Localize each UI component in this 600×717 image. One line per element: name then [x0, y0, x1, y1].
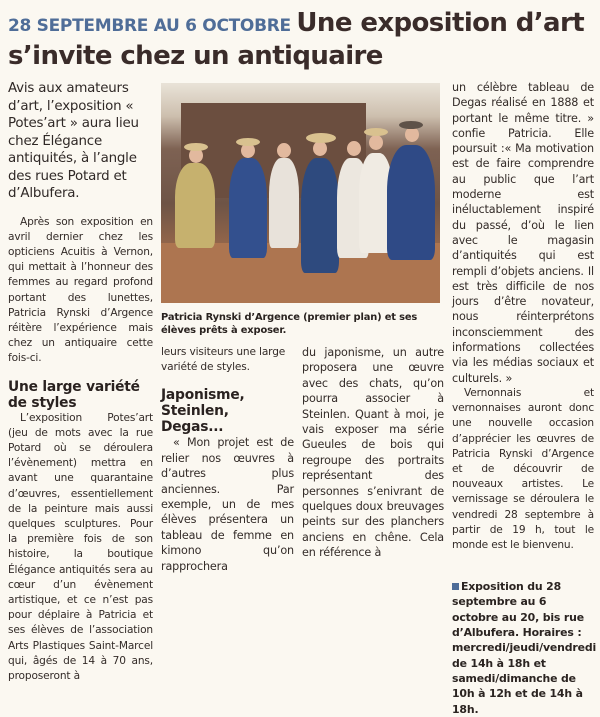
- section-subhead: Une large variété de styles: [8, 378, 140, 411]
- photo-figure-head: [405, 127, 419, 142]
- headline-kicker: 28 SEPTEMBRE AU 6 OCTOBRE: [8, 16, 291, 36]
- headline-title-part1: Une exposition d’art: [296, 8, 585, 38]
- group-photo: [161, 83, 440, 303]
- event-info-text: Exposition du 28 septembre au 6 octobre au 20, bis rue d’Albufera. Horaires : mercredi/jeudi/vendredi de 14h à 18h et samedi/dimanche de 10h à 12h et de 14h à 18h.: [452, 580, 597, 716]
- photo-figure-hat: [184, 143, 208, 151]
- photo-figure: [301, 158, 339, 273]
- event-info-box: [452, 579, 597, 717]
- body-paragraph: du japonisme, un autre proposera une œuvre avec des chats, qu’on pourra associer à Steinlen. Quant à moi, je vais exposer ma série Gueules de bois qui regroupe des portraits représentant des personnes s’enivrant de quelques doux breuvages peints sur des planchers anciens en chêne. Cela en référence à: [302, 346, 444, 560]
- body-paragraph: « Mon projet est de relier nos œuvres à d’autres plus anciennes. Par exemple, un de mes élèves présentera un tableau de femme en kimono qu’on rapprochera: [161, 436, 294, 573]
- column-1: [8, 80, 153, 684]
- section-subhead: Japonisme, Steinlen, Degas...: [161, 387, 245, 436]
- photo-figure-head: [347, 141, 361, 156]
- photo-caption: Patricia Rynski d’Argence (premier plan) et ses élèves prêts à exposer.: [161, 312, 418, 336]
- body-paragraph: Après son exposition en avril dernier chez les opticiens Acuitis à Vernon, qui mettait à l’honneur des femmes au regard profond portant des lunettes, Patricia Rynski d’Argence réitère l’expérience mais chez un antiquaire cette fois-ci.: [8, 215, 153, 365]
- lead-paragraph: Avis aux amateurs d’art, l’exposition « Potes’art » aura lieu chez Élégance antiquités, à l’angle des rues Potard et d’Albufera.: [8, 81, 139, 201]
- square-bullet-icon: [452, 583, 459, 590]
- column-4: [452, 80, 597, 717]
- photo-figure: [175, 163, 215, 248]
- photo-figure-head: [369, 135, 383, 150]
- body-paragraph: Vernonnais et vernonnaises auront donc une nouvelle occasion d’apprécier les œuvres de Patricia Rynski d’Argence et de découvrir de nouveaux artistes. Le vernissage se déroulera le vendredi 28 septembre à partir de 19 h, tout le monde est le bienvenu.: [452, 386, 594, 551]
- photo-figure-hat: [306, 133, 336, 143]
- photo-figure: [229, 158, 267, 258]
- photo-figure-head: [277, 143, 291, 158]
- headline-title-part2: s’invite chez un antiquaire: [8, 41, 383, 71]
- photo-figure-head: [313, 141, 327, 156]
- body-paragraph: leurs visiteurs une large variété de styles.: [161, 346, 286, 374]
- photo-figure-hat: [399, 121, 423, 129]
- photo-figure-hat: [364, 128, 388, 136]
- headline: [8, 8, 598, 74]
- column-3: [302, 345, 444, 561]
- photo-figure-hat: [236, 138, 260, 146]
- photo-figure: [269, 158, 299, 248]
- body-paragraph: L’exposition Potes’art (jeu de mots avec la rue Potard où se déroulera l’évènement) mettra en avant une quarantaine d’œuvres, essentiellement de la peinture mais aussi quelques sculptures. Pour la première fois de son histoire, la boutique Élégance antiquités sera au cœur d’un évènement artistique, et ce n’est pas pour déplaire à Patricia et ses élèves de l’association Arts Plastiques Saint-Marcel qui, âgés de 14 à 70 ans, proposeront à: [8, 411, 153, 682]
- column-2: [161, 345, 294, 574]
- photo-figure: [387, 145, 435, 260]
- body-paragraph: un célèbre tableau de Degas réalisé en 1888 et portant le même titre. » confie Patricia. Elle poursuit :« Ma motivation est de faire comprendre au public que l’art moderne est inéluctablement inspiré du passé, d’où le lien avec le magasin d’antiquités qui est rempli d’objets anciens. Il est très difficile de nos jours d’être novateur, nous réinterprétons inconsciemment des informations collectées via les médias sociaux et culturels. »: [452, 81, 594, 385]
